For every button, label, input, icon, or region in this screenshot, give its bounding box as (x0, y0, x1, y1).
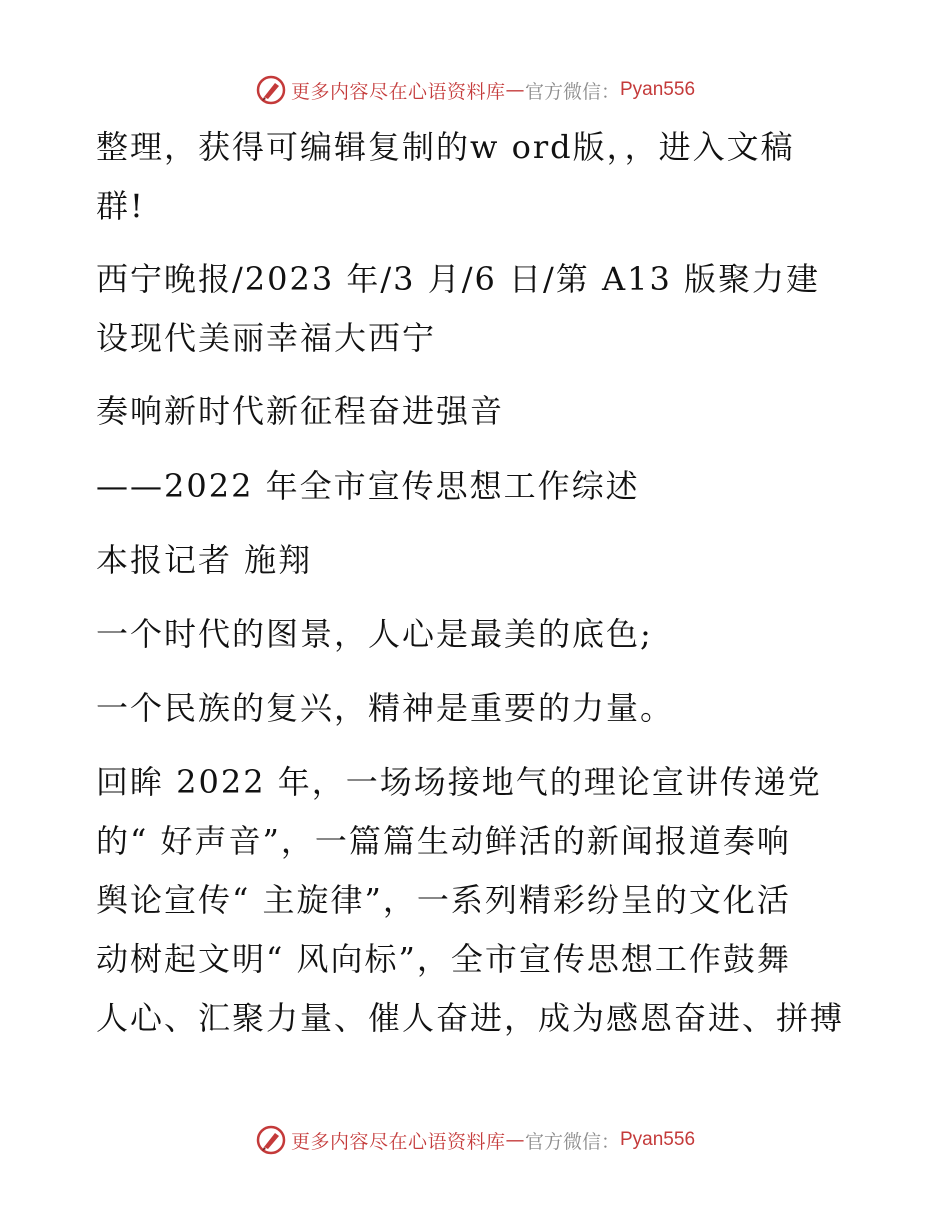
document-line: 人心、汇聚力量、催人奋进，成为感恩奋进、拼搏 (96, 999, 845, 1037)
document-line: 一个民族的复兴，精神是重要的力量。 (96, 689, 675, 727)
document-line: 设现代美丽幸福大西宁 (96, 319, 437, 357)
banner-wechat-label: 官方微信： (524, 1130, 620, 1153)
header-banner (0, 70, 950, 110)
banner-wechat-id: Pyan556 (620, 1129, 696, 1150)
document-line: 奏响新时代新征程奋进强音 (96, 392, 505, 430)
banner-wechat-label: 官方微信： (524, 80, 620, 103)
document-line: 一个时代的图景，人心是最美的底色; (96, 615, 653, 653)
document-line: 本报记者 施翔 (96, 541, 313, 579)
document-line: 的“ 好声音”，一篇篇生动鲜活的新闻报道奏响 (96, 822, 791, 860)
banner-dash: — (505, 1129, 525, 1151)
document-line: 西宁晚报/2023 年/3 月/6 日/第 A13 版聚力建 (96, 260, 820, 298)
document-line: 整理，获得可编辑复制的w ord版，，进入文稿 (96, 128, 795, 166)
document-line: 回眸 2022 年，一场场接地气的理论宣讲传递党 (96, 763, 822, 801)
banner-promo-text: 更多内容尽在心语资料库 (290, 80, 506, 103)
document-line: 群! (96, 187, 145, 225)
document-line: 舆论宣传“ 主旋律”，一系列精彩纷呈的文化活 (96, 881, 791, 919)
document-line: ——2022 年全市宣传思想工作综述 (96, 467, 640, 505)
footer-banner (0, 1120, 950, 1160)
banner-promo-text: 更多内容尽在心语资料库 (290, 1130, 506, 1153)
banner-wechat-id: Pyan556 (620, 79, 696, 100)
document-line: 动树起文明“ 风向标”，全市宣传思想工作鼓舞 (96, 940, 791, 978)
banner-dash: — (505, 79, 525, 101)
pen-nib-circle-icon (255, 1124, 287, 1156)
pen-nib-circle-icon (255, 74, 287, 106)
